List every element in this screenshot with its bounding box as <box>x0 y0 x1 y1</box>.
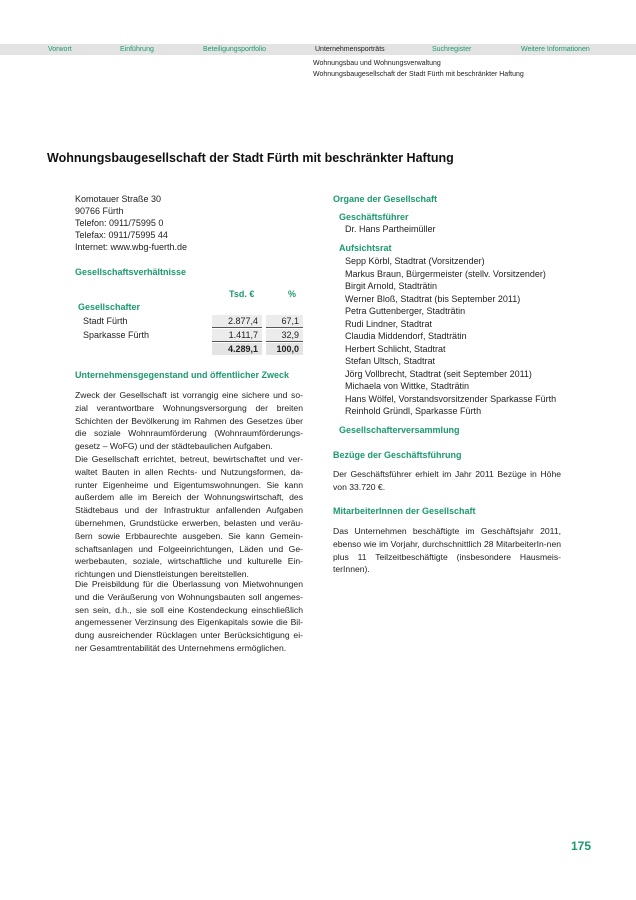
purpose-heading: Unternehmensgegenstand und öffentlicher Zweck <box>75 370 290 380</box>
shareholder-name: Stadt Fürth <box>83 316 128 326</box>
address-street: Komotauer Straße 30 <box>75 194 162 204</box>
assembly-heading: Gesellschafterversammlung <box>339 425 460 435</box>
board-member: Herbert Schlicht, Stadtrat <box>345 343 446 354</box>
nav-item-vorwort[interactable]: Vorwort <box>48 46 72 53</box>
nav-item-weitere-informationen[interactable]: Weitere Informationen <box>521 46 590 53</box>
address-city: 90766 Fürth <box>75 206 124 216</box>
shareholder-name: Sparkasse Fürth <box>83 330 150 340</box>
remuneration-text: Der Geschäftsführer erhielt im Jahr 2011 Bezüge in Höhe von 33.720 €. <box>333 469 561 492</box>
board-member: Markus Braun, Bürgermeister (stellv. Vorsitzender) <box>345 268 546 279</box>
address-phone: Telefon: 0911/75995 0 <box>75 218 164 228</box>
managers-heading: Geschäftsführer <box>339 212 409 222</box>
board-member: Hans Wölfel, Vorstandsvorsitzender Sparkasse Fürth <box>345 393 557 404</box>
total-tsd: 4.289,1 <box>212 343 262 355</box>
breadcrumb-company[interactable]: Wohnungsbaugesellschaft der Stadt Fürth mit beschränkter Haftung <box>313 71 524 78</box>
board-heading: Aufsichtsrat <box>339 243 392 253</box>
column-tsd-euro: Tsd. € <box>229 289 255 299</box>
organs-heading: Organe der Gesellschaft <box>333 194 438 204</box>
employees-heading: MitarbeiterInnen der Gesellschaft <box>333 506 476 516</box>
breadcrumb-category[interactable]: Wohnungsbau und Wohnungsverwaltung <box>313 60 441 67</box>
board-member: Petra Guttenberger, Stadträtin <box>345 306 466 316</box>
board-member: Reinhold Gründl, Sparkasse Fürth <box>345 406 482 416</box>
shareholder-tsd: 2.877,4 <box>212 315 262 328</box>
total-pct: 100,0 <box>266 343 303 355</box>
address-internet[interactable]: Internet: www.wbg-fuerth.de <box>75 242 188 252</box>
address-fax: Telefax: 0911/75995 44 <box>75 230 168 240</box>
board-member: Jörg Vollbrecht, Stadtrat (seit September 2011) <box>345 368 532 379</box>
shareholder-pct: 67,1 <box>266 315 303 328</box>
board-member: Stefan Ultsch, Stadtrat <box>345 356 436 366</box>
column-percent: % <box>288 289 297 299</box>
board-member: Werner Bloß, Stadtrat (bis September 2011) <box>345 293 521 304</box>
top-navigation-bar <box>0 44 636 55</box>
nav-item-unternehmensportraets[interactable]: Unternehmensporträts <box>315 46 385 53</box>
purpose-paragraph: Die Gesellschaft errichtet, betreut, bewirtschaftet und ver-waltet Bauten in allen Rechts- und Nutzungsformen, da-runter Eigenheime und Eigentumswohnungen. Sie kann außerdem alle im Bereich der Wohnungswirtschaft, des Städtebaus und der Infrastruktur anfallenden Aufgaben übernehmen, Grundstücke erwerben, belasten und veräu-ßern sowie Erbbaurechte ausgeben. Sie kann Gemein-schaftsanlagen und Folgeeinrichtungen, Läden und Ge-werbebauten, soziale, wirtschaftliche und kulturelle Ein-richtungen und Dienstleistungen bereitstellen. <box>75 454 303 580</box>
board-member: Rudi Lindner, Stadtrat <box>345 318 433 329</box>
board-member: Claudia Middendorf, Stadträtin <box>345 331 467 341</box>
remuneration-heading: Bezüge der Geschäftsführung <box>333 450 462 460</box>
nav-item-beteiligungsportfolio[interactable]: Beteiligungsportfolio <box>203 46 267 53</box>
shareholder-pct: 32,9 <box>266 329 303 342</box>
purpose-paragraph: Zweck der Gesellschaft ist vorrangig eine sichere und so-zial verantwortbare Wohnungsversorgung der breiten Schichten der Bevölkerung im Rahmen des Gesetzes über die soziale Wohnraumförderung (Wohnraumförderungs-gesetz – WoFG) und der städtebaulichen Aufgaben. <box>75 390 303 452</box>
page-title: Wohnungsbaugesellschaft der Stadt Fürth mit beschränkter Haftung <box>47 151 454 165</box>
employees-text: Das Unternehmen beschäftigte im Geschäftsjahr 2011, ebenso wie im Vorjahr, durchschnittlich 28 MitarbeiterIn-nen plus 11 Teilzeitbeschäftigte (insbesondere Hausmeis-terInnen). <box>333 526 561 575</box>
board-member: Sepp Körbl, Stadtrat (Vorsitzender) <box>345 256 485 266</box>
nav-item-einfuehrung[interactable]: Einführung <box>120 46 154 53</box>
ownership-heading: Gesellschaftsverhältnisse <box>75 267 187 277</box>
page-number: 175 <box>571 839 592 853</box>
board-member: Birgit Arnold, Stadträtin <box>345 281 438 291</box>
shareholders-label: Gesellschafter <box>78 302 141 312</box>
purpose-paragraph: Die Preisbildung für die Überlassung von Mietwohnungen und die Veräußerung von Wohnungsbauten soll angemes-sen sein, d.h., sie soll eine Kostendeckung einschließlich angemessener Verzinsung des Eigenkapitals sowie die Bil-dung ausreichender Rücklagen unter Berücksichtigung ei-ner Gesamtrentabilität des Unternehmens ermöglichen. <box>75 579 303 653</box>
shareholder-tsd: 1.411,7 <box>212 329 262 342</box>
nav-item-suchregister[interactable]: Suchregister <box>432 46 472 53</box>
board-member: Michaela von Wittke, Stadträtin <box>345 381 470 391</box>
manager-name: Dr. Hans Partheimüller <box>345 224 436 234</box>
